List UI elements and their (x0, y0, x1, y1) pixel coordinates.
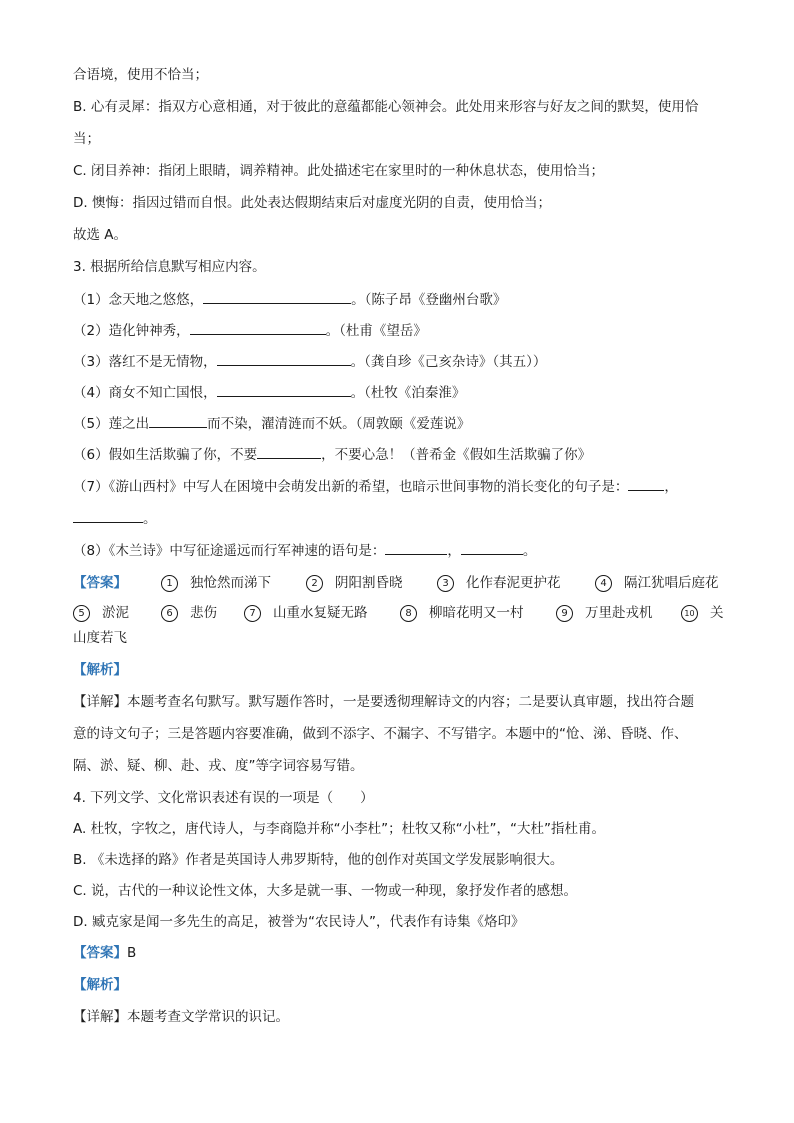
q3-item-7-comma: ， (664, 479, 678, 495)
circled-number-1: 1 (161, 575, 178, 592)
answer-text-4: 隔江犹唱后庭花 (624, 575, 719, 591)
circled-number-4: 4 (595, 575, 612, 592)
answer-text-8: 柳暗花明又一村 (429, 605, 524, 621)
detail-text: 本题考查文学常识的识记。 (127, 1009, 289, 1025)
q3-item-3-post: 。（龚自珍《己亥杂诗》（其五）） (350, 354, 547, 370)
answer-tag: 【答案】 (73, 945, 127, 961)
answer-item-6 (161, 601, 217, 622)
q3-item-7 (73, 476, 678, 496)
fill-blank[interactable] (149, 413, 207, 428)
q3-item-4 (73, 382, 465, 402)
circled-number-8: 8 (400, 605, 417, 622)
q3-item-3-pre: （3）落红不是无情物， (73, 354, 217, 370)
q3-item-6 (73, 444, 591, 464)
q3-item-1 (73, 289, 506, 309)
q3-detail-line-2: 意的诗文句子；三是答题内容要准确，做到不添字、不漏字、不写错字。本题中的“怆、涕、昏晓、作、 (73, 726, 688, 742)
answer-text-6: 悲伤 (190, 605, 217, 621)
q3-item-8 (73, 540, 536, 560)
q3-detail-line-3: 隔、淤、疑、柳、赴、戎、度”等字词容易写错。 (73, 758, 364, 774)
q2-option-d: D. 懊悔：指因过错而自恨。此处表达假期结束后对虚度光阴的自责，使用恰当； (73, 195, 551, 211)
circled-number-2: 2 (306, 575, 323, 592)
q3-item-2-post: 。（杜甫《望岳》 (325, 323, 427, 339)
answer-text-1: 独怆然而涕下 (190, 575, 271, 591)
q3-item-5 (73, 413, 470, 433)
fill-blank[interactable] (203, 289, 351, 304)
fill-blank[interactable] (217, 382, 351, 397)
answer-text-3: 化作春泥更护花 (466, 575, 561, 591)
circled-number-3: 3 (437, 575, 454, 592)
q2-option-b: B. 心有灵犀：指双方心意相通，对于彼此的意蕴都能心领神会。此处用来形容与好友之间的默契，使用恰 (73, 99, 699, 115)
q3-stem: 3. 根据所给信息默写相应内容。 (73, 259, 266, 275)
q3-item-6-pre: （6）假如生活欺骗了你，不要 (73, 447, 258, 463)
answer-text-7: 山重水复疑无路 (273, 605, 368, 621)
answer-item-9 (556, 601, 653, 622)
q3-item-4-pre: （4）商女不知亡国恨， (73, 385, 217, 401)
q3-item-3 (73, 351, 546, 371)
fill-blank[interactable] (190, 320, 326, 335)
q3-item-7-end: 。 (143, 511, 157, 527)
circled-number-10: 10 (681, 605, 698, 622)
detail-tag: 【详解】 (73, 1009, 127, 1025)
q2-conclusion: 故选 A。 (73, 227, 128, 243)
q2-tail-line: 合语境，使用不恰当； (73, 67, 208, 83)
q3-item-2-pre: （2）造化钟神秀， (73, 323, 190, 339)
answer-text-5: 淤泥 (102, 605, 129, 621)
answer-item-4 (595, 571, 719, 592)
q2-option-c: C. 闭目养神：指闭上眼睛，调养精神。此处描述宅在家里时的一种休息状态，使用恰当； (73, 163, 605, 179)
circled-number-5: 5 (73, 605, 90, 622)
q4-option-b: B. 《未选择的路》作者是英国诗人弗罗斯特，他的创作对英国文学发展影响很大。 (73, 852, 564, 868)
answer-text-2: 阴阳割昏晓 (335, 575, 403, 591)
fill-blank[interactable] (385, 540, 447, 555)
fill-blank[interactable] (257, 444, 321, 459)
answer-tag-highlight: 【答案】 (73, 575, 127, 591)
q2-option-b-wrap: 当； (73, 131, 100, 147)
q3-item-2 (73, 320, 427, 340)
fill-blank[interactable] (217, 351, 351, 366)
fill-blank[interactable] (73, 508, 143, 523)
q3-item-6-post: ，不要心急！（普希金《假如生活欺骗了你》 (321, 447, 592, 463)
q3-item-4-post: 。（杜牧《泊秦淮》 (350, 385, 466, 401)
q4-option-d: D. 臧克家是闻一多先生的高足，被誉为“农民诗人”，代表作有诗集《烙印》 (73, 914, 525, 930)
q3-item-1-post: 。（陈子昂《登幽州台歌》 (351, 292, 507, 308)
q4-option-c: C. 说，古代的一种议论性文体，大多是就一事、一物或一种现，象抒发作者的感想。 (73, 883, 578, 899)
answer-text-9: 万里赴戎机 (585, 605, 653, 621)
q4-option-a: A. 杜牧，字牧之，唐代诗人，与李商隐并称“小李杜”；杜牧又称“小杜”，“大杜”指杜甫。 (73, 821, 606, 837)
q4-answer (73, 944, 136, 962)
answer-item-3 (437, 571, 561, 592)
answer-item-8 (400, 601, 524, 622)
fill-blank[interactable] (461, 540, 523, 555)
answer-item-7 (244, 601, 368, 622)
q3-item-8-mid: ， (447, 543, 461, 559)
q3-item-8-end: 。 (522, 543, 537, 559)
q3-item-5-pre: （5）莲之出 (73, 416, 150, 432)
q4-detail (73, 1008, 289, 1026)
answer-item-1 (161, 571, 271, 592)
q3-detail-line-1 (73, 693, 694, 711)
answer-item-2 (306, 571, 403, 592)
circled-number-9: 9 (556, 605, 573, 622)
analysis-tag: 【解析】 (73, 662, 127, 678)
q3-item-5-post: 而不染，濯清涟而不妖。（周敦颐《爱莲说》 (207, 416, 471, 432)
circled-number-6: 6 (161, 605, 178, 622)
q3-item-8-text: （8）《木兰诗》中写征途遥远而行军神速的语句是： (73, 543, 386, 559)
q3-item-7-text: （7）《游山西村》中写人在困境中会萌发出新的希望，也暗示世间事物的消长变化的句子是： (73, 479, 629, 495)
detail-tag: 【详解】 (73, 694, 127, 710)
q3-item-1-pre: （1）念天地之悠悠， (73, 292, 204, 308)
q4-stem: 4. 下列文学、文化常识表述有误的一项是（ ） (73, 790, 374, 806)
answer-item-5 (73, 601, 129, 622)
detail-text: 本题考查名句默写。默写题作答时，一是要透彻理解诗文的内容；二是要认真审题，找出符合题 (127, 694, 694, 710)
fill-blank[interactable] (628, 476, 664, 491)
q3-item-7-wrap (73, 508, 157, 528)
answer-value: B (127, 945, 137, 961)
circled-number-7: 7 (244, 605, 261, 622)
answer-item-10 (681, 601, 724, 622)
answer-wrap: 山度若飞 (73, 630, 127, 646)
analysis-tag: 【解析】 (73, 977, 127, 993)
answer-text-10: 关 (710, 605, 724, 621)
